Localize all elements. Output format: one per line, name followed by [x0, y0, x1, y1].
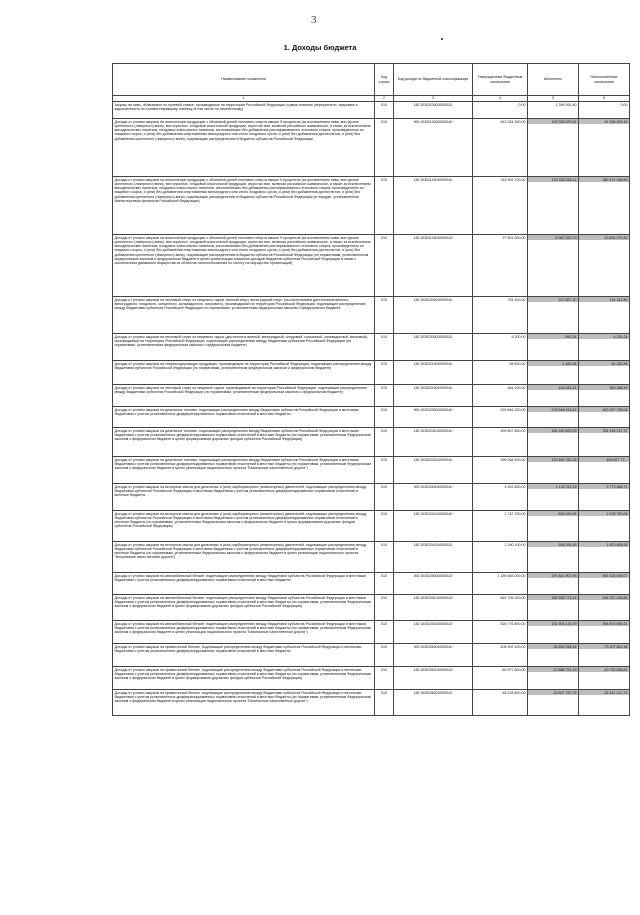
row-name: Доходы от уплаты акцизов на дизельное топливо, подлежащие распределению между бюджетами субъектов Российской Федерации и местными бюджетами с учетом установленных дифференцированных нормативов отчислений в местные бюджеты (по нормативам, установленным Федеральным законом о федеральном бюджете в целях реализации национального проекта "Безопасные качественные дороги") — [113, 457, 375, 484]
row-approved: 27 601 600,00 — [473, 235, 528, 297]
table-row — [113, 621, 630, 644]
table-row — [113, 690, 630, 716]
row-approved: 499 607 800,00 — [473, 428, 528, 457]
row-unexecuted: 1 673 808,55 — [579, 542, 630, 573]
table-row — [113, 644, 630, 667]
table-row — [113, 385, 630, 407]
row-budget-code: 182 10302200010000110 — [394, 297, 473, 334]
column-number: 2 — [375, 96, 394, 102]
row-budget-code: 182 10302220010000110 — [394, 385, 473, 407]
row-line-code: 010 — [375, 484, 394, 511]
table-row — [113, 511, 630, 542]
row-line-code: 010 — [375, 235, 394, 297]
row-approved: 526 776 800,00 — [473, 621, 528, 644]
row-name: Доходы от уплаты акцизов на алкогольную продукцию с объемной долей этилового спирта свыше 9 процентов (за исключением пива, вин (кроме крепленого (ликерного) вина), вин игристых, плодовой алкогольной продукции, игристых вин, включая российское шампанское, а также за исключением винодельческих напитков, плодовых алкогольных напитков, изготовляемых без добавления ректификованного этилового спирта, произведенного из пищевого сырья, и (или) без добавления спиртованных виноградного или иного плодового сусла, и (или) без добавления дистиллятов, и (или) без добавления крепленого (ликерного) вина), подлежащие распределению в бюджеты субъектов Российской Федерации (в порядке, установленном Министерством финансов Российской Федерации) — [113, 177, 375, 235]
row-unexecuted: 60 282,84 — [579, 361, 630, 385]
row-budget-code: 182 10302210010000110 — [394, 361, 473, 385]
row-unexecuted: -32 421 012,75 — [579, 690, 630, 716]
row-executed: -952,24 — [528, 334, 579, 361]
row-executed: 165 938 773,14 — [528, 595, 579, 621]
table-row — [113, 407, 630, 428]
table-row — [113, 667, 630, 690]
row-budget-code: 182 10302142010000110 — [394, 177, 473, 235]
row-line-code: 010 — [375, 667, 394, 690]
table-row — [113, 542, 630, 573]
row-name: Доходы от уплаты акцизов на алкогольную продукцию с объемной долей этилового спирта свыше 9 процентов (за исключением пива, вин (кроме крепленого (ликерного) вина), вин игристых, плодовой алкогольной продукции, игристых вин, включая российское шампанское, а также за исключением винодельческих напитков, плодовых алкогольных напитков, изготовляемых без добавления ректификованного этилового спирта, произведенного из пищевого сырья, и (или) без добавления спиртованных виноградного или иного плодового сусла, и (или) без добавления дистиллятов, и (или) без добавления крепленого (ликерного) вина), подлежащие распределению в бюджеты субъектов Российской Федерации — [113, 119, 375, 177]
row-line-code: 010 — [375, 119, 394, 177]
row-line-code: 010 — [375, 511, 394, 542]
row-approved: 5 200,00 — [473, 334, 528, 361]
row-name: Доходы от уплаты акцизов на этиловый спирт из пищевого сырья (дистилляты винный, виноградный, плодовый, коньячный, кальвадосный, висковый), производимый на территории Российской Федерации, подлежащие распределению между бюджетами субъектов Российской Федерации (по нормативам, установленным федеральным законом о федеральном бюджете) — [113, 334, 375, 361]
row-executed: -15 807 787,25 — [528, 690, 579, 716]
table-row — [113, 102, 630, 119]
row-budget-code: 000 10302260010000110 — [394, 644, 473, 667]
page-number: 3 — [311, 14, 317, 26]
row-approved: -48 228 800,00 — [473, 690, 528, 716]
row-executed: 123 460 762,28 — [528, 457, 579, 484]
row-name: Доходы от уплаты акцизов на спиртосодержащую продукцию, производимую на территории Российской Федерации, подлежащие распределению между бюджетами субъектов Российской Федерации (по нормативам, установленным федеральным законом о федеральном бюджете) — [113, 361, 375, 385]
row-budget-code: 182 10302232010000110 — [394, 457, 473, 484]
row-name: Доходы от уплаты акцизов на автомобильный бензин, подлежащие распределению между бюджетами субъектов Российской Федерации и местными бюджетами с учетом установленных дифференцированных нормативов отчислений в местные бюджеты (по нормативам, установленным Федеральным законом о федеральном бюджете в целях формирования дорожных фондов субъектов Российской Федерации) — [113, 595, 375, 621]
row-line-code: 010 — [375, 595, 394, 621]
row-unexecuted: -73 207 861,56 — [579, 644, 630, 667]
row-unexecuted: 20 634 079,30 — [579, 235, 630, 297]
row-executed: 1 395 091,80 — [528, 102, 579, 119]
row-name: Доходы от уплаты акцизов на алкогольную продукцию с объемной долей этилового спирта свыше 9 процентов (за исключением пива, вин (кроме крепленого (ликерного) вина), вин игристых, плодовой алкогольной продукции, игристых вин, включая российское шампанское, а также за исключением винодельческих напитков, плодовых алкогольных напитков, изготовляемых без добавления ректификованного этилового спирта, произведенного из пищевого сырья, и (или) без добавления спиртованных виноградного или иного плодового сусла, и (или) без добавления дистиллятов, и (или) без добавления крепленого (ликерного) вина), подлежащие распределению в бюджеты субъектов Российской Федерации (по нормативам, установленным федеральным законом о федеральном бюджете в целях компенсации снижения доходов бюджетов субъектов Российской Федерации в связи с исключением движимого имущества из объектов налогообложения по налогу на имущество организаций) — [113, 235, 375, 297]
table-row — [113, 361, 630, 385]
row-budget-code: 182 10302252010000110 — [394, 621, 473, 644]
row-executed: 6 967 520,70 — [528, 235, 579, 297]
header-line: Код строки — [375, 64, 394, 96]
column-number: 4 — [473, 96, 528, 102]
row-approved: 0,00 — [473, 102, 528, 119]
row-line-code: 010 — [375, 407, 394, 428]
row-unexecuted: 334 446 147,37 — [579, 428, 630, 457]
row-budget-code: 182 10302242010000110 — [394, 542, 473, 573]
row-approved: 58 800,00 — [473, 361, 528, 385]
row-line-code: 010 — [375, 644, 394, 667]
row-line-code: 010 — [375, 385, 394, 407]
column-number: 1 — [113, 96, 375, 102]
row-line-code: 010 — [375, 457, 394, 484]
row-budget-code: 000 10302250010000110 — [394, 573, 473, 595]
row-unexecuted: 434 342,80 — [579, 297, 630, 334]
table-row — [113, 297, 630, 334]
row-line-code: 010 — [375, 621, 394, 644]
row-approved: 2 180 100,00 — [473, 542, 528, 573]
row-executed: 276 548 414,92 — [528, 407, 579, 428]
row-name: Доходы от уплаты акцизов на дизельное топливо, подлежащие распределению между бюджетами субъектов Российской Федерации и местными бюджетами с учетом установленных дифференцированных нормативов отчислений в местные бюджеты (по нормативам, установленным Федеральным законом о федеральном бюджете в целях формирования дорожных фондов субъектов Российской Федерации) — [113, 428, 375, 457]
row-executed: 317 657,20 — [528, 297, 579, 334]
row-line-code: 010 — [375, 690, 394, 716]
row-name: Доходы от уплаты акцизов на моторные масла для дизельных и (или) карбюраторных (инжекторных) двигателей, подлежащие распределению между бюджетами субъектов Российской Федерации и местными бюджетами с учетом установленных дифференцированных нормативов отчислений в местные бюджеты — [113, 484, 375, 511]
row-budget-code: 182 10302143010000110 — [394, 235, 473, 297]
row-executed: 124 631,51 — [528, 385, 579, 407]
row-name: Доходы от уплаты акцизов на автомобильный бензин, подлежащие распределению между бюджетами субъектов Российской Федерации и местными бюджетами с учетом установленных дифференцированных нормативов отчислений в местные бюджеты — [113, 573, 375, 595]
row-budget-code: 000 10302230010000110 — [394, 407, 473, 428]
table-row — [113, 573, 630, 595]
column-number: 5 — [528, 96, 579, 102]
row-name: Доходы от уплаты акцизов на прямогонный бензин, подлежащие распределению между бюджетами субъектов Российской Федерации и местными бюджетами с учетом установленных дифференцированных нормативов отчислений в местные бюджеты — [113, 644, 375, 667]
row-name: Доходы от уплаты акцизов на моторные масла для дизельных и (или) карбюраторных (инжекторных) двигателей, подлежащие распределению между бюджетами субъектов Российской Федерации и местными бюджетами с учетом установленных дифференцированных нормативов отчислений в местные бюджеты (по нормативам, установленным Федеральным законом о федеральном бюджете в целях формирования дорожных фондов субъектов Российской Федерации) — [113, 511, 375, 542]
row-line-code: 010 — [375, 573, 394, 595]
row-approved: 643 334 300,00 — [473, 119, 528, 177]
row-unexecuted: 3 779 588,71 — [579, 484, 630, 511]
table-row — [113, 235, 630, 297]
row-name: Доходы от уплаты акцизов на этиловый спирт из пищевого сырья, производимый на территории Российской Федерации, подлежащие распределению между бюджетами субъектов Российской Федерации (по нормативам, установленным федеральным законом о федеральном бюджете) — [113, 385, 375, 407]
row-executed: 1 143 211,29 — [528, 484, 579, 511]
table-header-row — [113, 64, 630, 96]
table-row — [113, 595, 630, 621]
row-unexecuted: 891 623 092,07 — [579, 573, 630, 595]
row-budget-code: 182 10302241010000110 — [394, 511, 473, 542]
row-unexecuted: -40 790 848,81 — [579, 667, 630, 690]
row-line-code: 010 — [375, 542, 394, 573]
row-approved: 662 706 200,00 — [473, 595, 528, 621]
row-unexecuted: 2 105 780,06 — [579, 511, 630, 542]
header-code: Код дохода по бюджетной классификации — [394, 64, 473, 96]
row-executed: 165 160 652,63 — [528, 428, 579, 457]
row-executed: 131 903 134,79 — [528, 621, 579, 644]
row-budget-code: 000 10302140010000110 — [394, 119, 473, 177]
row-line-code: 010 — [375, 297, 394, 334]
row-budget-code: 000 10302240010000110 — [394, 484, 473, 511]
row-unexecuted: 400 297 785,08 — [579, 407, 630, 428]
row-executed: 506 291,45 — [528, 542, 579, 573]
row-budget-code: 182 10302262010000110 — [394, 690, 473, 716]
header-name: Наименование показателя — [113, 64, 375, 96]
row-unexecuted: 41 306 429,19 — [579, 119, 630, 177]
column-number: 6 — [579, 96, 630, 102]
row-executed: 297 841 907,93 — [528, 573, 579, 595]
table-row — [113, 428, 630, 457]
row-approved: -60 677 600,00 — [473, 667, 528, 690]
table-row — [113, 457, 630, 484]
row-budget-code: 182 10302200010000110 — [394, 334, 473, 361]
section-title: 1. Доходы бюджета — [283, 43, 357, 52]
row-budget-code: 182 10302231010000110 — [394, 428, 473, 457]
table-row — [113, 119, 630, 177]
row-executed: 636 919,94 — [528, 511, 579, 542]
row-name: Доходы от уплаты акцизов на прямогонный бензин, подлежащие распределению между бюджетами субъектов Российской Федерации и местными бюджетами с учетом установленных дифференцированных нормативов отчислений в местные бюджеты (по нормативам, установленным Федеральным законом о федеральном бюджете в целях формирования дорожных фондов субъектов Российской Федерации) — [113, 667, 375, 690]
row-executed: -19 886 751,19 — [528, 667, 579, 690]
row-approved: 4 922 800,00 — [473, 484, 528, 511]
row-approved: 399 268 400,00 — [473, 457, 528, 484]
row-name: Доходы от уплаты акцизов на дизельное топливо, подлежащие распределению между бюджетами субъектов Российской Федерации и местными бюджетами с учетом установленных дифференцированных нормативов отчислений в местные бюджеты — [113, 407, 375, 428]
row-executed: -1 482,84 — [528, 361, 579, 385]
row-name: Доходы от уплаты акцизов на прямогонный бензин, подлежащие распределению между бюджетами субъектов Российской Федерации и местными бюджетами с учетом установленных дифференцированных нормативов отчислений в местные бюджеты (по нормативам, установленным Федеральным законом о федеральном бюджете в целях реализации национального проекта "Безопасные качественные дороги") — [113, 690, 375, 716]
row-unexecuted: 0,00 — [579, 102, 630, 119]
row-budget-code: 182 10302251010000110 — [394, 595, 473, 621]
table-row — [113, 334, 630, 361]
row-unexecuted: 380 474 348,69 — [579, 177, 630, 235]
row-approved: 484 200,00 — [473, 385, 528, 407]
header-unexecuted: Неисполненные назначения — [579, 64, 630, 96]
header-executed: Исполнено — [528, 64, 579, 96]
row-budget-code: 182 10302100010000110 — [394, 102, 473, 119]
row-line-code: 010 — [375, 177, 394, 235]
row-name: Доходы от уплаты акцизов на моторные масла для дизельных и (или) карбюраторных (инжекторных) двигателей, подлежащие распределению между бюджетами субъектов Российской Федерации и местными бюджетами с учетом установленных дифференцированных нормативов отчислений в местные бюджеты (по нормативам, установленным Федеральным законом о федеральном бюджете в целях реализации национального проекта "Безопасные качественные дороги") — [113, 542, 375, 573]
row-approved: 751 400,00 — [473, 297, 528, 334]
row-approved: 315 902 700,00 — [473, 177, 528, 235]
row-unexecuted: 496 767 426,86 — [579, 595, 630, 621]
row-unexecuted: 394 873 665,21 — [579, 621, 630, 644]
row-line-code: 010 — [375, 334, 394, 361]
row-executed: 122 025 870,61 — [528, 119, 579, 177]
row-name: Акцизы на пиво, облагаемое по нулевой ставке; производимое на территории Российской Федерации (сумма платежа (перерасчеты, недоимка и задолженность по соответствующему платежу, в том числе по отмененному) — [113, 102, 375, 119]
row-budget-code: 182 10302261010000110 — [394, 667, 473, 690]
row-line-code: 010 — [375, 102, 394, 119]
revenue-table — [112, 63, 630, 716]
column-number: 3 — [394, 96, 473, 102]
table-row — [113, 177, 630, 235]
table-body — [113, 102, 630, 716]
row-name: Доходы от уплаты акцизов на автомобильный бензин, подлежащие распределению между бюджетами субъектов Российской Федерации и местными бюджетами с учетом установленных дифференцированных нормативов отчислений в местные бюджеты (по нормативам, установленным Федеральным законом о федеральном бюджете в целях реализации национального проекта "Безопасные качественные дороги") — [113, 621, 375, 644]
row-approved: 676 846 200,00 — [473, 407, 528, 428]
row-unexecuted: 449 627 77... — [579, 457, 630, 484]
row-line-code: 010 — [375, 428, 394, 457]
row-approved: 1 189 465 000,00 — [473, 573, 528, 595]
row-name: Доходы от уплаты акцизов на этиловый спирт из пищевого сырья, винный спирт, виноградный спирт (за исключением дистиллятов винного, виноградного, плодового, коньячного, кальвадосного, вискового), производимый на территории Российской Федерации, подлежащие распределению между бюджетами субъектов Российской Федерации по нормативам, установленным федеральным законом о федеральном бюджете — [113, 297, 375, 334]
header-approved: Утвержденные бюджетные назначения — [473, 64, 528, 96]
row-unexecuted: 359 268,49 — [579, 385, 630, 407]
row-executed: -35 694 538,44 — [528, 644, 579, 667]
row-unexecuted: 6 251,24 — [579, 334, 630, 361]
table-row — [113, 484, 630, 511]
row-executed: 120 528 265,11 — [528, 177, 579, 235]
scan-speck — [441, 38, 443, 40]
row-line-code: 010 — [375, 361, 394, 385]
row-approved: -108 902 400,00 — [473, 644, 528, 667]
row-approved: 2 742 700,00 — [473, 511, 528, 542]
